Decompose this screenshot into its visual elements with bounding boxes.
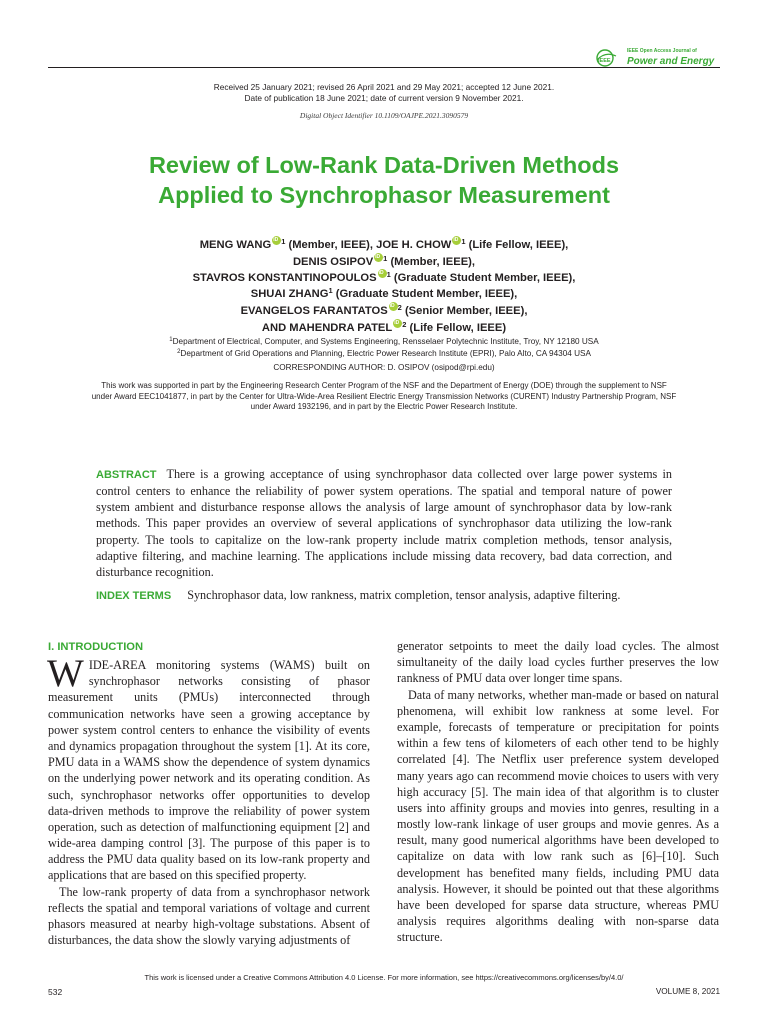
author-name: SHUAI ZHANG: [250, 288, 329, 300]
orcid-icon[interactable]: [389, 302, 398, 311]
author-name: EVANGELOS FARANTATOS: [240, 305, 388, 317]
author-name: AND MAHENDRA PATEL: [261, 322, 393, 334]
abstract: [96, 466, 672, 580]
author-affiliation-sup: 1: [328, 286, 333, 295]
author-name: DENIS OSIPOV: [292, 256, 374, 268]
orcid-icon[interactable]: [378, 269, 387, 278]
paragraph-text: The low-rank property of data from a synchrophasor network reflects the spatial and temporal variations of voltage and current phasors measured at nearby high-voltage substations. Absent of disturbances, the data show the slowly varying adjustments of: [48, 884, 370, 948]
affiliation-1: [0, 337, 768, 346]
orcid-icon[interactable]: [452, 236, 461, 245]
author-line-3: [0, 269, 768, 284]
journal-logo: [594, 48, 720, 68]
author-line-5: [0, 302, 768, 317]
paragraph-text: Data of many networks, whether man-made or based on natural phenomena, will exhibit low rankness at some level. For example, forecasts of temperature or precipitation for points within a few tens of kilometers of each other tend to be highly correlated [4]. The Netflix user preference system developed many years ago can recommend movie choices to users with very high accuracy [5]. The main idea of that algorithm is to cluster users into affinity groups and movies into genres, resulting in a mostly low-rank linkage of user groups and movie genres. As a result, many good numerical algorithms have been developed to capitalize on data with low rank such as [6]–[10]. Such development has benefited many fields, including PMU data analysis. However, it should be pointed out that these algorithms have been developed for sparse data structure, whereas PMU analysis requires algorithms dealing with non-sparse data structure.: [397, 687, 719, 945]
author-line-4: [0, 286, 768, 300]
section-heading: I. INTRODUCTION: [48, 641, 144, 653]
logo-emblem-text: IEEE: [598, 58, 611, 64]
affiliation-text: Department of Electrical, Computer, and Systems Engineering, Rensselaer Polytechnic Institute, Troy, NY 12180 USA: [172, 337, 599, 346]
license-notice: This work is licensed under a Creative Commons Attribution 4.0 License. For more information, see https://creativecommons.org/licenses/by/4.0/: [144, 973, 624, 982]
author-role: (Senior Member, IEEE),: [401, 305, 528, 317]
author-affiliation-sup: 1: [386, 270, 391, 279]
affiliation-sup: 2: [177, 349, 181, 355]
volume-label: VOLUME 8, 2021: [655, 987, 720, 996]
paragraph-text: IDE-AREA monitoring systems (WAMS) built on synchrophasor networks consisting of phasor measurement units (PMUs) interconnected through communication networks have seen a growing acceptance by power system control centers to enhance the visibility of events and dynamics propagation throughout the system [1]. At its core, PMU data in a WAMS show the dependence of system dynamics on the underlying power network and its operating condition. As such, synchrophasor networks offer opportunities to develop data-driven methods to improve the reliability of power system operation, such as detection of malfunctioning equipment [2] and wide-area damping control [3]. The purpose of this paper is to address the PMU data quality based on its low-rank property and applications that are based on this specified property.: [48, 658, 370, 883]
received-dates: Received 25 January 2021; revised 26 April 2021 and 29 May 2021; accepted 12 June 2021.: [213, 82, 555, 92]
author-role: (Graduate Student Member, IEEE),: [390, 272, 576, 284]
publication-dates: Date of publication 18 June 2021; date of current version 9 November 2021.: [244, 93, 524, 103]
orcid-icon[interactable]: [374, 253, 383, 262]
header-rule: [48, 67, 720, 68]
index-terms: [96, 587, 672, 604]
abstract-text: There is a growing acceptance of using synchrophasor data collected over large power systems in control centers to enhance the reliability of power system operations. The spatial and temporal nature of power system ambient and disturbance response allows the analysis of large amount of synchrophasor data by low-rank methods. This paper provides an overview of several applications of synchrophasor data utilizing the low-rank property. The tools to capitalize on the low-rank property include matrix completion methods, tensor analysis, adaptive filtering, and machine learning. The applications include missing data recovery, bad data correction, and disturbance recognition.: [96, 467, 672, 579]
author-affiliation-sup: 1: [383, 254, 388, 263]
abstract-label: ABSTRACT: [96, 469, 157, 481]
index-terms-label: INDEX TERMS: [96, 590, 172, 602]
journal-name-line2: Power and Energy: [627, 56, 715, 67]
orcid-icon[interactable]: [272, 236, 281, 245]
journal-name-line1: IEEE Open Access Journal of: [627, 48, 697, 54]
author-name: MENG WANG: [199, 239, 272, 251]
body-column-right: [397, 638, 719, 946]
author-line-2: [0, 253, 768, 268]
author-role: (Life Fellow, IEEE),: [465, 239, 569, 251]
paper-title-line2: Applied to Synchrophasor Measurement: [158, 182, 610, 208]
intro-paragraph-2: [48, 884, 370, 949]
affiliation-sup: 1: [169, 337, 173, 343]
drop-cap: W: [47, 652, 84, 695]
author-name: STAVROS KONSTANTINOPOULOS: [192, 272, 377, 284]
author-affiliation-sup: 2: [397, 303, 402, 312]
doi-link[interactable]: Digital Object Identifier 10.1109/OAJPE.2021.3090579: [299, 111, 469, 120]
intro-paragraph-2-continued: generator setpoints to meet the daily load cycles. The almost simultaneity of the daily load cycles further preserves the low rankness of PMU data over longer time spans.: [397, 639, 719, 686]
author-role: (Member, IEEE),: [387, 256, 476, 268]
author-role: (Member, IEEE), JOE H. CHOW: [285, 239, 452, 251]
ieee-logo-icon: [594, 48, 620, 68]
affiliation-text: Department of Grid Operations and Planning, Electric Power Research Institute (EPRI), Palo Alto, CA 94304 USA: [180, 349, 591, 358]
author-role: (Graduate Student Member, IEEE),: [332, 288, 518, 300]
paper-title-line1: Review of Low-Rank Data-Driven Methods: [148, 152, 620, 178]
author-affiliation-sup: 1: [281, 237, 286, 246]
intro-paragraph-3: [397, 687, 719, 946]
author-role: (Life Fellow, IEEE): [406, 322, 507, 334]
intro-paragraph-1: [47, 652, 370, 884]
page-number: 532: [48, 987, 63, 997]
funding-note: This work was supported in part by the Engineering Research Center Program of the NSF and the Department of Energy (DOE) through the supplement to NSF under Award EEC1041877, in part by the Center for Ultra-Wide-Area Resilient Electric Energy Transmission Networks (CURENT) Industry Partnership Program, NSF under Award 1932196, and in part by the Electric Power Research Institute.: [91, 381, 677, 411]
author-affiliation-sup: 1: [461, 237, 466, 246]
author-line-1: [0, 236, 768, 251]
author-affiliation-sup: 2: [402, 320, 407, 329]
corresponding-author: CORRESPONDING AUTHOR: D. OSIPOV (osipod@rpi.edu): [273, 363, 495, 372]
body-column-left: [48, 638, 370, 948]
author-line-6: [0, 319, 768, 334]
orcid-icon[interactable]: [393, 319, 402, 328]
affiliation-2: [0, 349, 768, 358]
index-terms-text: Synchrophasor data, low rankness, matrix completion, tensor analysis, adaptive filtering.: [187, 588, 621, 602]
